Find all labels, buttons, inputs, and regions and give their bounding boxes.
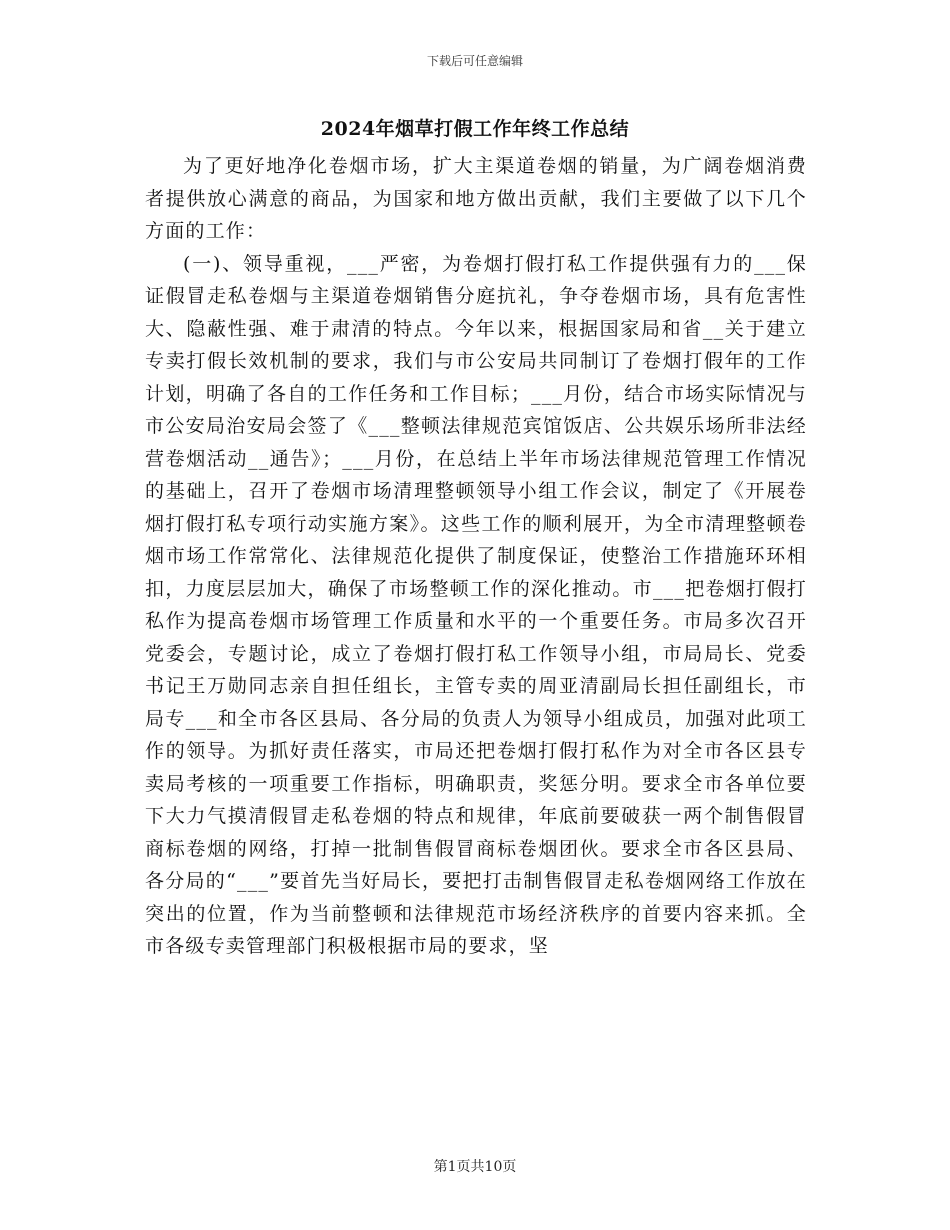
paragraph-intro: 为了更好地净化卷烟市场，扩大主渠道卷烟的销量，为广阔卷烟消费者提供放心满意的商品，为国家和地方做出贡献，我们主要做了以下几个方面的工作： [145, 155, 807, 242]
header-note: 下载后可任意编辑 [426, 54, 523, 68]
page-footer: 第1页共10页 [433, 1159, 517, 1175]
document-body [145, 150, 807, 963]
paragraph-section-one: (一)、领导重视，___严密，为卷烟打假打私工作提供强有力的___保证假冒走私卷烟与主渠道卷烟销售分庭抗礼，争夺卷烟市场，具有危害性大、隐蔽性强、难于肃清的特点。今年以来，根据国家局和省__关于建立专卖打假长效机制的要求，我们与市公安局共同制订了卷烟打假年的工作计划，明确了各自的工作任务和工作目标；___月份，结合市场实际情况与市公安局治安局会签了《___整顿法律规范宾馆饭店、公共娱乐场所非法经营卷烟活动__通告》；___月份，在总结上半年市场法律规范管理工作情况的基础上，召开了卷烟市场清理整顿领导小组工作会议，制定了《开展卷烟打假打私专项行动实施方案》。这些工作的顺利展开，为全市清理整顿卷烟市场工作常常化、法律规范化提供了制度保证，使整治工作措施环环相扣，力度层层加大，确保了市场整顿工作的深化推动。市___把卷烟打假打私作为提高卷烟市场管理工作质量和水平的一个重要任务。市局多次召开党委会，专题讨论，成立了卷烟打假打私工作领导小组，市局局长、党委书记王万勋同志亲自担任组长，主管专卖的周亚清副局长担任副组长，市局专___和全市各区县局、各分局的负责人为领导小组成员，加强对此项工作的领导。为抓好责任落实，市局还把卷烟打假打私作为对全市各区县专卖局考核的一项重要工作指标，明确职责，奖惩分明。要求全市各单位要下大力气摸清假冒走私卷烟的特点和规律，年底前要破获一两个制售假冒商标卷烟的网络，打掉一批制售假冒商标卷烟团伙。要求全市各区县局、各分局的“___”要首先当好局长，要把打击制售假冒走私卷烟网络工作放在突出的位置，作为当前整顿和法律规范市场经济秩序的首要内容来抓。全市各级专卖管理部门积极根据市局的要求，坚 [145, 252, 807, 957]
document-title: 2024年烟草打假工作年终工作总结 [320, 118, 630, 140]
